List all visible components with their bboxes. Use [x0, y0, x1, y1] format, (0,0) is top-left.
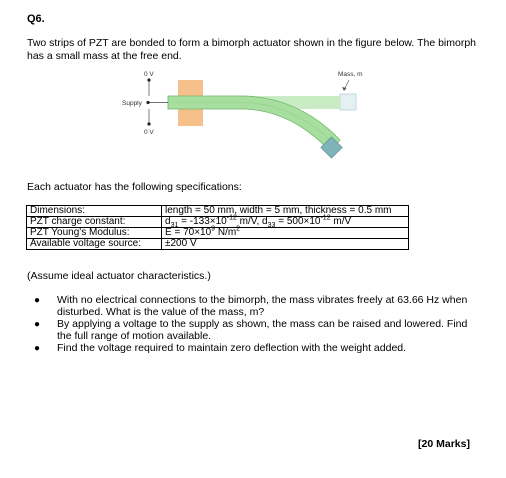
- spec-value: $E = 70\times 10^9$ $N/m^2$: [162, 228, 409, 239]
- spec-key: PZT charge constant:: [27, 217, 162, 228]
- label-mass: Mass, m: [338, 71, 363, 78]
- assumption-note: (Assume ideal actuator characteristics.): [27, 270, 211, 282]
- spec-table: [26, 205, 409, 250]
- spec-key: PZT Young's Modulus:: [27, 228, 162, 239]
- spec-value: $d_{31} = -133\times 10^{-12}$ m/V, $d_{33} = 500\times 10^{-12}$ m/V: [162, 217, 409, 228]
- table-row: [27, 228, 409, 239]
- list-item: ● Find the voltage required to maintain zero deflection with the weight added.: [34, 342, 407, 354]
- clamp-bottom: [178, 109, 203, 126]
- clamp-top: [178, 80, 203, 97]
- table-row: [27, 206, 409, 217]
- marks-total: [20 Marks]: [418, 438, 470, 450]
- terminal-supply: [146, 101, 149, 104]
- mass-pointer-arrowhead: [342, 87, 347, 91]
- list-item: ● With no electrical connections to the bimorph, the mass vibrates freely at 63.66 Hz when disturbed. What is the value of the mass, m?: [34, 294, 468, 318]
- bimorph-figure: [0, 0, 506, 180]
- list-item: ● By applying a voltage to the supply as shown, the mass can be raised and lowered. Find the full range of motion available.: [34, 318, 468, 342]
- spec-key: Available voltage source:: [27, 239, 162, 250]
- spec-intro: Each actuator has the following specifications:: [27, 181, 242, 193]
- question-number: Q6.: [27, 13, 45, 25]
- label-supply: Supply: [122, 100, 142, 107]
- spec-key: Dimensions:: [27, 206, 162, 217]
- bullet-icon: ●: [34, 295, 41, 306]
- bullet-icon: ●: [34, 343, 41, 354]
- table-row: [27, 217, 409, 228]
- terminal-top: [147, 78, 150, 81]
- table-row: [27, 239, 409, 250]
- question-parts: [30, 295, 482, 356]
- label-0v-top: 0 V: [144, 71, 154, 78]
- ghost-mass: [340, 94, 356, 110]
- bullet-icon: ●: [34, 319, 41, 330]
- spec-value: ±200 V: [162, 239, 409, 250]
- label-0v-bottom: 0 V: [144, 129, 154, 136]
- spec-value: length = 50 mm, width = 5 mm, thickness = 0.5 mm: [162, 206, 409, 217]
- question-intro: Two strips of PZT are bonded to form a bimorph actuator shown in the figure below. The bimorph has a small mass at the free end.: [27, 37, 477, 62]
- terminal-bottom: [147, 122, 150, 125]
